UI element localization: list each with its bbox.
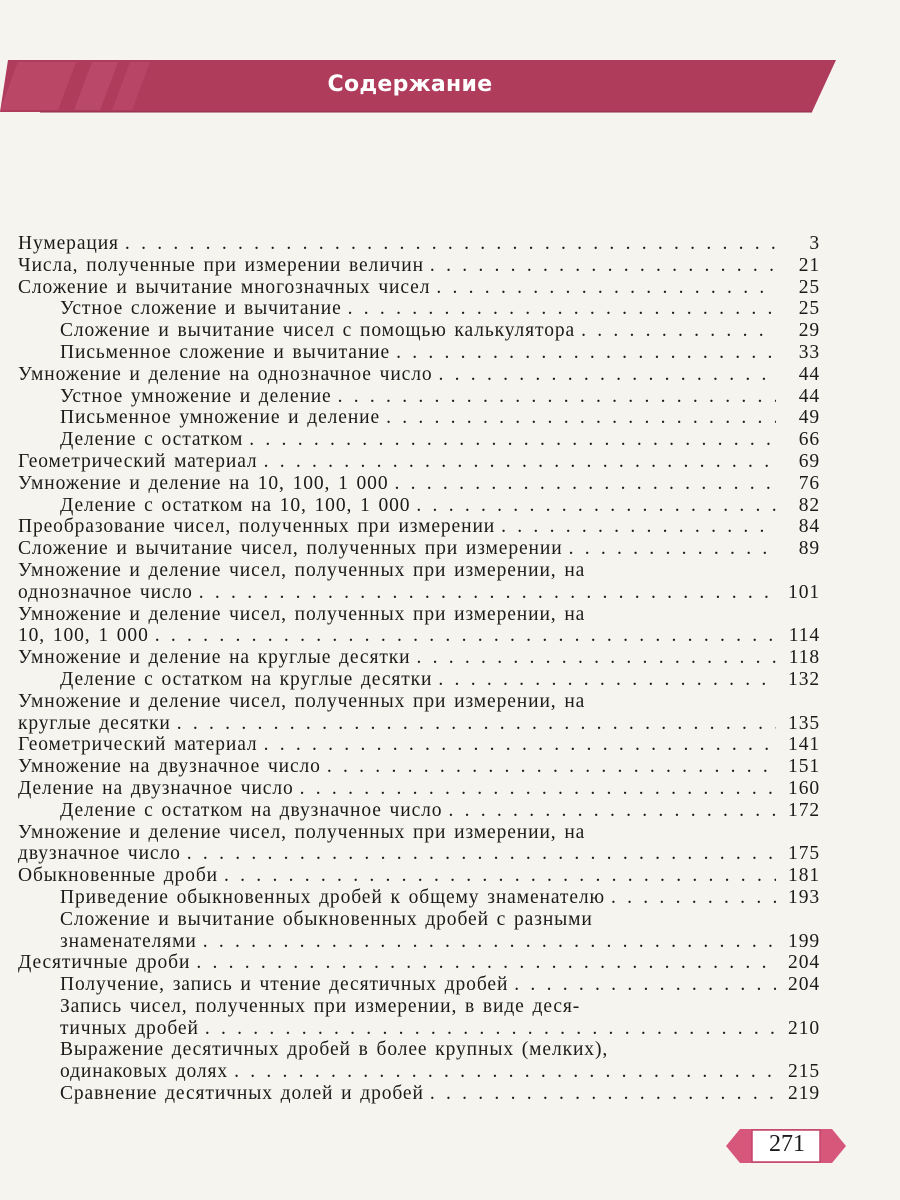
- toc-entry-page: 25: [798, 276, 820, 298]
- toc-entry-title: Умножение и деление чисел, полученных при измерении, на: [18, 821, 586, 843]
- toc-entry-title: Умножение и деление чисел, полученных при измерении, на: [18, 690, 586, 712]
- toc-entry-title: Обыкновенные дроби: [18, 865, 218, 887]
- toc-entry-page: 114: [788, 625, 820, 647]
- toc-entry-title: Письменное сложение и вычитание: [60, 341, 391, 363]
- toc-entry-page: 160: [788, 777, 820, 799]
- toc-entry-title: Умножение на двузначное число: [18, 756, 321, 778]
- dot-leader: [416, 647, 776, 669]
- dot-leader: [611, 887, 776, 909]
- dot-leader: [155, 625, 776, 647]
- toc-entry: [18, 822, 820, 866]
- toc-entry: [18, 974, 820, 996]
- toc-entry: [18, 255, 820, 277]
- dot-leader: [581, 320, 776, 342]
- toc-entry-title: Сравнение десятичных долей и дробей: [60, 1083, 424, 1105]
- dot-leader: [394, 473, 776, 495]
- dot-leader: [224, 865, 776, 887]
- toc-entry-title: Деление с остатком: [60, 429, 244, 451]
- toc-entry-continuation: [18, 931, 820, 953]
- toc-entry-page: 175: [788, 843, 820, 865]
- toc-entry: [18, 996, 820, 1040]
- toc-entry-title: Устное умножение и деление: [60, 385, 332, 407]
- toc-entry: [18, 298, 820, 320]
- toc-entry-page: 3: [809, 233, 820, 254]
- toc-entry-title: Получение, запись и чтение десятичных дробей: [60, 974, 509, 996]
- table-of-contents: [18, 233, 820, 1105]
- toc-entry-page: 210: [788, 1017, 820, 1039]
- dot-leader: [249, 429, 776, 451]
- toc-entry-continuation: [18, 713, 820, 735]
- toc-entry: [18, 473, 820, 495]
- toc-entry: [18, 233, 820, 255]
- toc-entry-page: 89: [798, 538, 820, 560]
- dot-leader: [338, 386, 776, 408]
- toc-entry-title: Деление с остатком на 10, 100, 1 000: [60, 494, 411, 516]
- toc-entry: [18, 734, 820, 756]
- toc-entry-continuation: [18, 1061, 820, 1083]
- toc-entry-page: 21: [798, 254, 820, 276]
- toc-entry-page: 151: [788, 756, 820, 778]
- dot-leader: [430, 1083, 776, 1105]
- toc-entry-title: Геометрический материал: [18, 734, 258, 756]
- toc-entry: [18, 1083, 820, 1105]
- dot-leader: [177, 713, 776, 735]
- toc-entry-page: 82: [798, 494, 820, 516]
- dot-leader: [199, 582, 776, 604]
- dot-leader: [348, 298, 776, 320]
- toc-entry: [18, 691, 820, 735]
- dot-leader: [514, 974, 776, 996]
- toc-entry-page: 49: [798, 407, 820, 429]
- toc-entry-page: 141: [788, 734, 820, 756]
- toc-entry-page: 193: [788, 886, 820, 908]
- toc-entry: [18, 647, 820, 669]
- dot-leader: [501, 516, 776, 538]
- toc-entry-page: 199: [788, 930, 820, 952]
- toc-entry-page: 44: [798, 363, 820, 385]
- dot-leader: [438, 669, 776, 691]
- toc-entry: [18, 604, 820, 648]
- toc-entry-title: Устное сложение и вычитание: [60, 298, 342, 320]
- dot-leader: [234, 1061, 776, 1083]
- toc-entry: [18, 320, 820, 342]
- toc-entry-title: Деление на двузначное число: [18, 777, 294, 799]
- dot-leader: [125, 233, 776, 255]
- toc-entry-continuation: [18, 843, 820, 865]
- toc-entry: [18, 800, 820, 822]
- toc-entry: [18, 429, 820, 451]
- toc-entry: [18, 952, 820, 974]
- toc-entry: [18, 887, 820, 909]
- toc-entry: [18, 516, 820, 538]
- toc-entry-title: Преобразование чисел, полученных при измерении: [18, 516, 496, 538]
- dot-leader: [448, 800, 776, 822]
- dot-leader: [327, 756, 776, 778]
- toc-entry: [18, 386, 820, 408]
- toc-entry: [18, 407, 820, 429]
- toc-entry-page: 76: [798, 472, 820, 494]
- toc-entry-page: 101: [788, 581, 820, 603]
- toc-entry-page: 118: [788, 647, 820, 669]
- page-title: Содержание: [327, 72, 493, 97]
- toc-entry-page: 172: [788, 799, 820, 821]
- toc-entry-continuation: [18, 1018, 820, 1040]
- dot-leader: [439, 364, 777, 386]
- dot-leader: [436, 277, 776, 299]
- dot-leader: [386, 407, 776, 429]
- dot-leader: [205, 1018, 776, 1040]
- dot-leader: [300, 778, 776, 800]
- toc-entry-title: Сложение и вычитание чисел, полученных при измерении: [18, 538, 563, 560]
- dot-leader: [264, 451, 776, 473]
- toc-entry-title: Умножение и деление чисел, полученных при измерении, на: [18, 559, 586, 581]
- page-number: 271: [769, 1131, 805, 1157]
- toc-entry-title: Умножение и деление на 10, 100, 1 000: [18, 472, 389, 494]
- toc-entry-page: 219: [788, 1083, 820, 1105]
- toc-entry: [18, 1039, 820, 1083]
- toc-entry: [18, 451, 820, 473]
- dot-leader: [430, 255, 776, 277]
- toc-entry-title: Деление с остатком на двузначное число: [60, 799, 443, 821]
- toc-entry-title: Нумерация: [18, 233, 119, 254]
- toc-entry-page: 204: [788, 974, 820, 996]
- toc-entry-title: Десятичные дроби: [18, 952, 191, 974]
- toc-entry: [18, 342, 820, 364]
- dot-leader: [264, 734, 776, 756]
- toc-entry-title: Письменное умножение и деление: [60, 407, 381, 429]
- toc-entry-title: Выражение десятичных дробей в более крупных (мелких),: [60, 1039, 609, 1061]
- toc-entry-page: 69: [798, 450, 820, 472]
- toc-entry-page: 66: [798, 429, 820, 451]
- toc-entry-page: 181: [788, 865, 820, 887]
- toc-entry: [18, 538, 820, 560]
- toc-entry-page: 29: [798, 320, 820, 342]
- toc-entry-title: Приведение обыкновенных дробей к общему знаменателю: [60, 886, 605, 908]
- toc-entry: [18, 778, 820, 800]
- toc-entry-title: Запись чисел, полученных при измерении, в виде деся-: [60, 995, 581, 1017]
- toc-entry: [18, 865, 820, 887]
- toc-entry-title: Числа, полученные при измерении величин: [18, 254, 424, 276]
- toc-entry: [18, 909, 820, 953]
- toc-entry-title: Сложение и вычитание многозначных чисел: [18, 276, 431, 298]
- toc-entry-title-continued: одинаковых долях: [60, 1061, 229, 1083]
- toc-entry-page: 33: [798, 341, 820, 363]
- dot-leader: [396, 342, 776, 364]
- toc-entry-continuation: [18, 625, 820, 647]
- toc-entry-page: 215: [788, 1061, 820, 1083]
- toc-entry-title: Геометрический материал: [18, 450, 258, 472]
- dot-leader: [203, 931, 776, 953]
- toc-entry-title: Сложение и вычитание обыкновенных дробей с разными: [60, 908, 593, 930]
- toc-entry: [18, 560, 820, 604]
- toc-entry-title-continued: 10, 100, 1 000: [18, 625, 149, 647]
- toc-entry-title-continued: круглые десятки: [18, 712, 171, 734]
- toc-entry-page: 84: [798, 516, 820, 538]
- toc-entry-title: Умножение и деление на однозначное число: [18, 363, 433, 385]
- toc-entry: [18, 364, 820, 386]
- toc-entry-page: 204: [788, 952, 820, 974]
- toc-entry-page: 135: [788, 712, 820, 734]
- dot-leader: [569, 538, 776, 560]
- toc-entry-page: 132: [788, 668, 820, 690]
- toc-entry-title: Деление с остатком на круглые десятки: [60, 668, 433, 690]
- toc-entry-continuation: [18, 582, 820, 604]
- toc-entry-title-continued: знаменателями: [60, 930, 197, 952]
- toc-entry: [18, 495, 820, 517]
- toc-entry-title-continued: однозначное число: [18, 581, 193, 603]
- dot-leader: [187, 843, 776, 865]
- toc-entry-title: Умножение и деление чисел, полученных при измерении, на: [18, 603, 586, 625]
- toc-entry-title: Сложение и вычитание чисел с помощью калькулятора: [60, 320, 576, 342]
- toc-entry: [18, 756, 820, 778]
- toc-entry: [18, 277, 820, 299]
- toc-entry-page: 25: [798, 298, 820, 320]
- dot-leader: [416, 495, 776, 517]
- toc-entry-title-continued: двузначное число: [18, 843, 181, 865]
- toc-entry-page: 44: [798, 385, 820, 407]
- toc-entry-title-continued: тичных дробей: [60, 1017, 199, 1039]
- dot-leader: [196, 952, 776, 974]
- toc-entry: [18, 669, 820, 691]
- toc-entry-title: Умножение и деление на круглые десятки: [18, 647, 411, 669]
